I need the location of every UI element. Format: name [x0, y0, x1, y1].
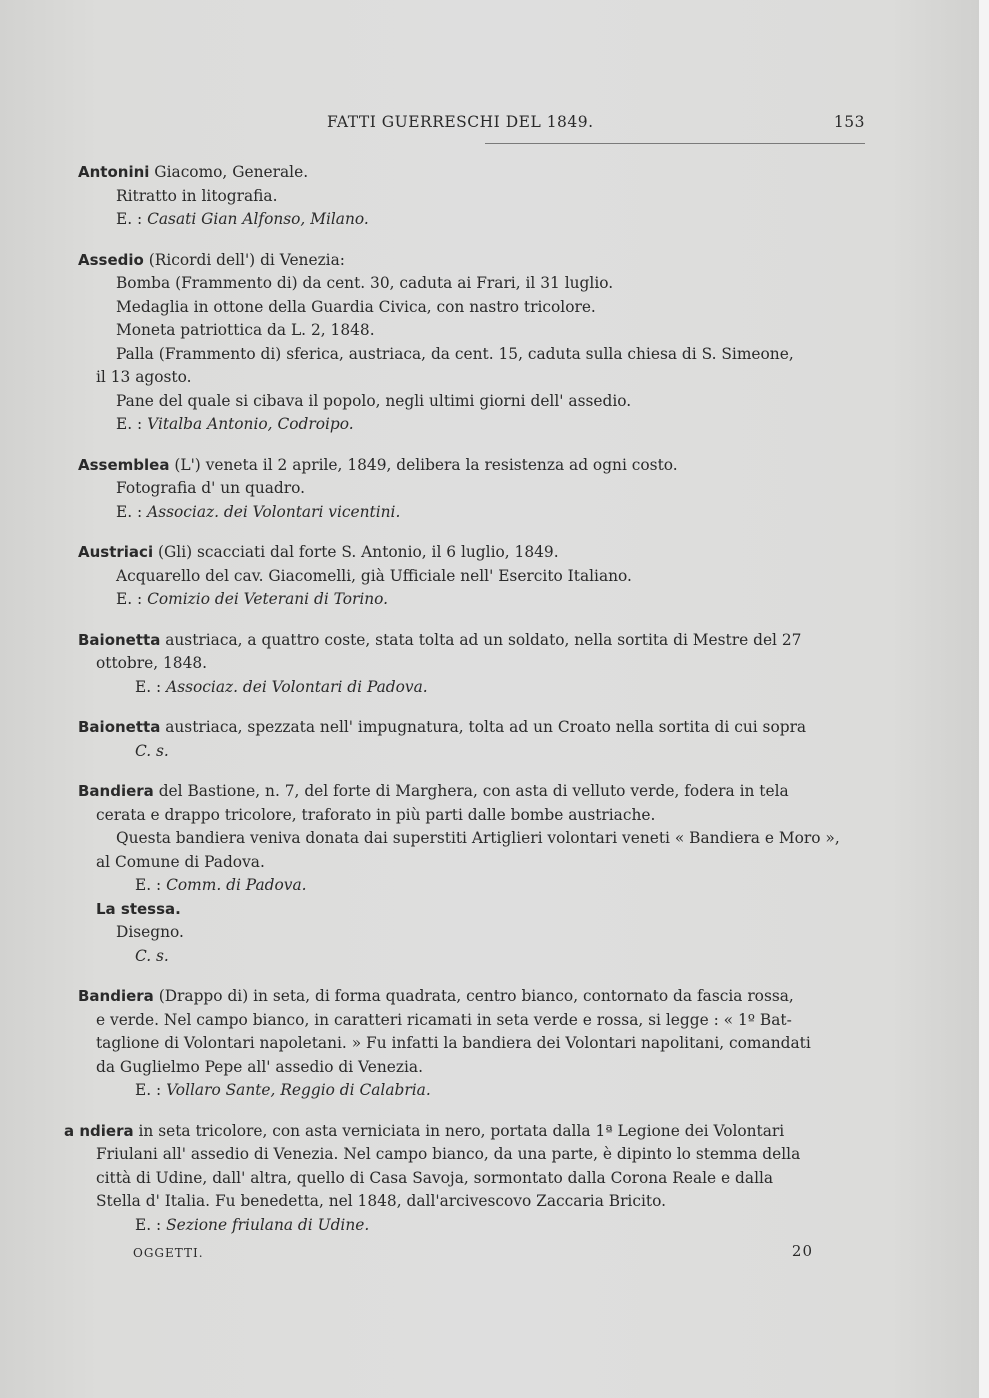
entry-assedio	[78, 249, 866, 437]
entry-line: Moneta patriottica da L. 2, 1848.	[116, 321, 375, 339]
entry-bandiera-2	[78, 985, 866, 1103]
source-prefix: E. :	[116, 590, 148, 608]
entry-head-rest: (L') veneta il 2 aprile, 1849, delibera la resistenza ad ogni costo.	[169, 455, 678, 474]
entry-line: al Comune di Padova.	[96, 852, 265, 871]
entry-head-rest: (Ricordi dell') di Venezia:	[143, 250, 345, 269]
entry-head: Bandiera	[78, 987, 154, 1005]
entry-baionetta-1	[78, 629, 866, 700]
same-source: C. s.	[135, 946, 169, 965]
entry-line: Acquarello del cav. Giacomelli, già Ufficiale nell' Esercito Italiano.	[116, 566, 632, 585]
page-edge	[979, 0, 989, 1398]
source-name: Vollaro Sante, Reggio di Calabria.	[166, 1081, 431, 1099]
source-prefix: E. :	[135, 1081, 167, 1099]
source-name: Associaz. dei Volontari vicentini.	[147, 502, 401, 521]
entry-bandiera-1	[78, 780, 866, 968]
signature-number: 20	[791, 1242, 813, 1260]
source-name: Sezione friulana di Udine.	[166, 1215, 370, 1234]
entry-line: Pane del quale si cibava il popolo, negli ultimi giorni dell' assedio.	[116, 391, 632, 410]
entry-line: Medaglia in ottone della Guardia Civica, con nastro tricolore.	[116, 297, 596, 316]
entry-line: Palla (Frammento di) sferica, austriaca, da cent. 15, caduta sulla chiesa di S. Simeone,	[116, 344, 794, 363]
entry-head: a ndiera	[64, 1121, 134, 1140]
signature-mark: OGGETTI.	[133, 1246, 204, 1260]
header-rule	[485, 143, 865, 144]
entry-austriaci	[78, 541, 866, 612]
entry-line: ottobre, 1848.	[96, 654, 208, 672]
entry-line: Ritratto in litografia.	[116, 186, 278, 205]
source-name: Associaz. dei Volontari di Padova.	[166, 677, 428, 696]
source-name: Comm. di Padova.	[166, 876, 307, 894]
entry-assemblea	[78, 454, 866, 525]
page-number: 153	[833, 113, 865, 131]
entry-line: taglione di Volontari napoletani. » Fu infatti la bandiera dei Volontari napolitani, comandati	[96, 1034, 811, 1052]
subentry-head: La stessa.	[96, 899, 181, 918]
entry-head: Austriaci	[78, 543, 154, 561]
entry-bandiera-3	[64, 1120, 866, 1238]
entry-line: Fotografia d' un quadro.	[116, 479, 306, 497]
source-name: Vitalba Antonio, Codroipo.	[147, 415, 354, 433]
source-name: Casati Gian Alfonso, Milano.	[147, 210, 369, 228]
catalog-entries	[64, 161, 866, 1237]
source-prefix: E. :	[116, 502, 148, 521]
source-name: Comizio dei Veterani di Torino.	[147, 590, 389, 608]
entry-head: Antonini	[78, 163, 150, 181]
entry-line: Stella d' Italia. Fu benedetta, nel 1848, dall'arcivescovo Zaccaria Bricito.	[96, 1192, 666, 1210]
entry-line: Disegno.	[116, 923, 184, 941]
source-prefix: E. :	[116, 415, 148, 433]
header-title: FATTI GUERRESCHI DEL 1849.	[327, 113, 594, 131]
entry-head: Baionetta	[78, 630, 161, 649]
entry-line: da Guglielmo Pepe all' assedio di Venezia.	[96, 1057, 423, 1076]
running-header	[95, 113, 865, 137]
entry-head: Assemblea	[78, 455, 170, 474]
entry-head-rest: austriaca, a quattro coste, stata tolta ad un soldato, nella sortita di Mestre del 27	[160, 630, 802, 649]
same-source: C. s.	[135, 741, 169, 760]
entry-antonini	[78, 161, 866, 232]
entry-head: Bandiera	[78, 782, 154, 800]
source-prefix: E. :	[116, 210, 148, 228]
source-prefix: E. :	[135, 677, 167, 696]
entry-head-rest: austriaca, spezzata nell' impugnatura, tolta ad un Croato nella sortita di cui sopra	[160, 718, 807, 736]
entry-head-rest: Giacomo, Generale.	[149, 163, 309, 181]
entry-head: Assedio	[78, 250, 144, 269]
entry-head-rest: (Drappo di) in seta, di forma quadrata, centro bianco, contornato da fascia rossa,	[153, 987, 794, 1005]
entry-line: città di Udine, dall' altra, quello di Casa Savoja, sormontato dalla Corona Reale e dalla	[96, 1168, 774, 1187]
entry-head-rest: in seta tricolore, con asta verniciata in nero, portata dalla 1ª Legione dei Volontari	[133, 1121, 785, 1140]
entry-line: Bomba (Frammento di) da cent. 30, caduta ai Frari, il 31 luglio.	[116, 274, 614, 292]
entry-baionetta-2	[78, 716, 866, 763]
entry-line: Friulani all' assedio di Venezia. Nel campo bianco, da una parte, è dipinto lo stemma della	[96, 1145, 801, 1163]
entry-line: il 13 agosto.	[96, 368, 192, 386]
entry-line: e verde. Nel campo bianco, in caratteri ricamati in seta verde e rossa, si legge : « 1º Bat-	[96, 1010, 792, 1029]
entry-line: cerata e drappo tricolore, traforato in più parti dalle bombe austriache.	[96, 805, 656, 824]
entry-line: Questa bandiera veniva donata dai superstiti Artiglieri volontari veneti « Bandiera e Moro »,	[116, 829, 840, 847]
source-prefix: E. :	[135, 876, 167, 894]
entry-head: Baionetta	[78, 718, 161, 736]
source-prefix: E. :	[135, 1215, 167, 1234]
entry-head-rest: (Gli) scacciati dal forte S. Antonio, il 6 luglio, 1849.	[153, 543, 559, 561]
entry-head-rest: del Bastione, n. 7, del forte di Marghera, con asta di velluto verde, fodera in tela	[153, 782, 789, 800]
